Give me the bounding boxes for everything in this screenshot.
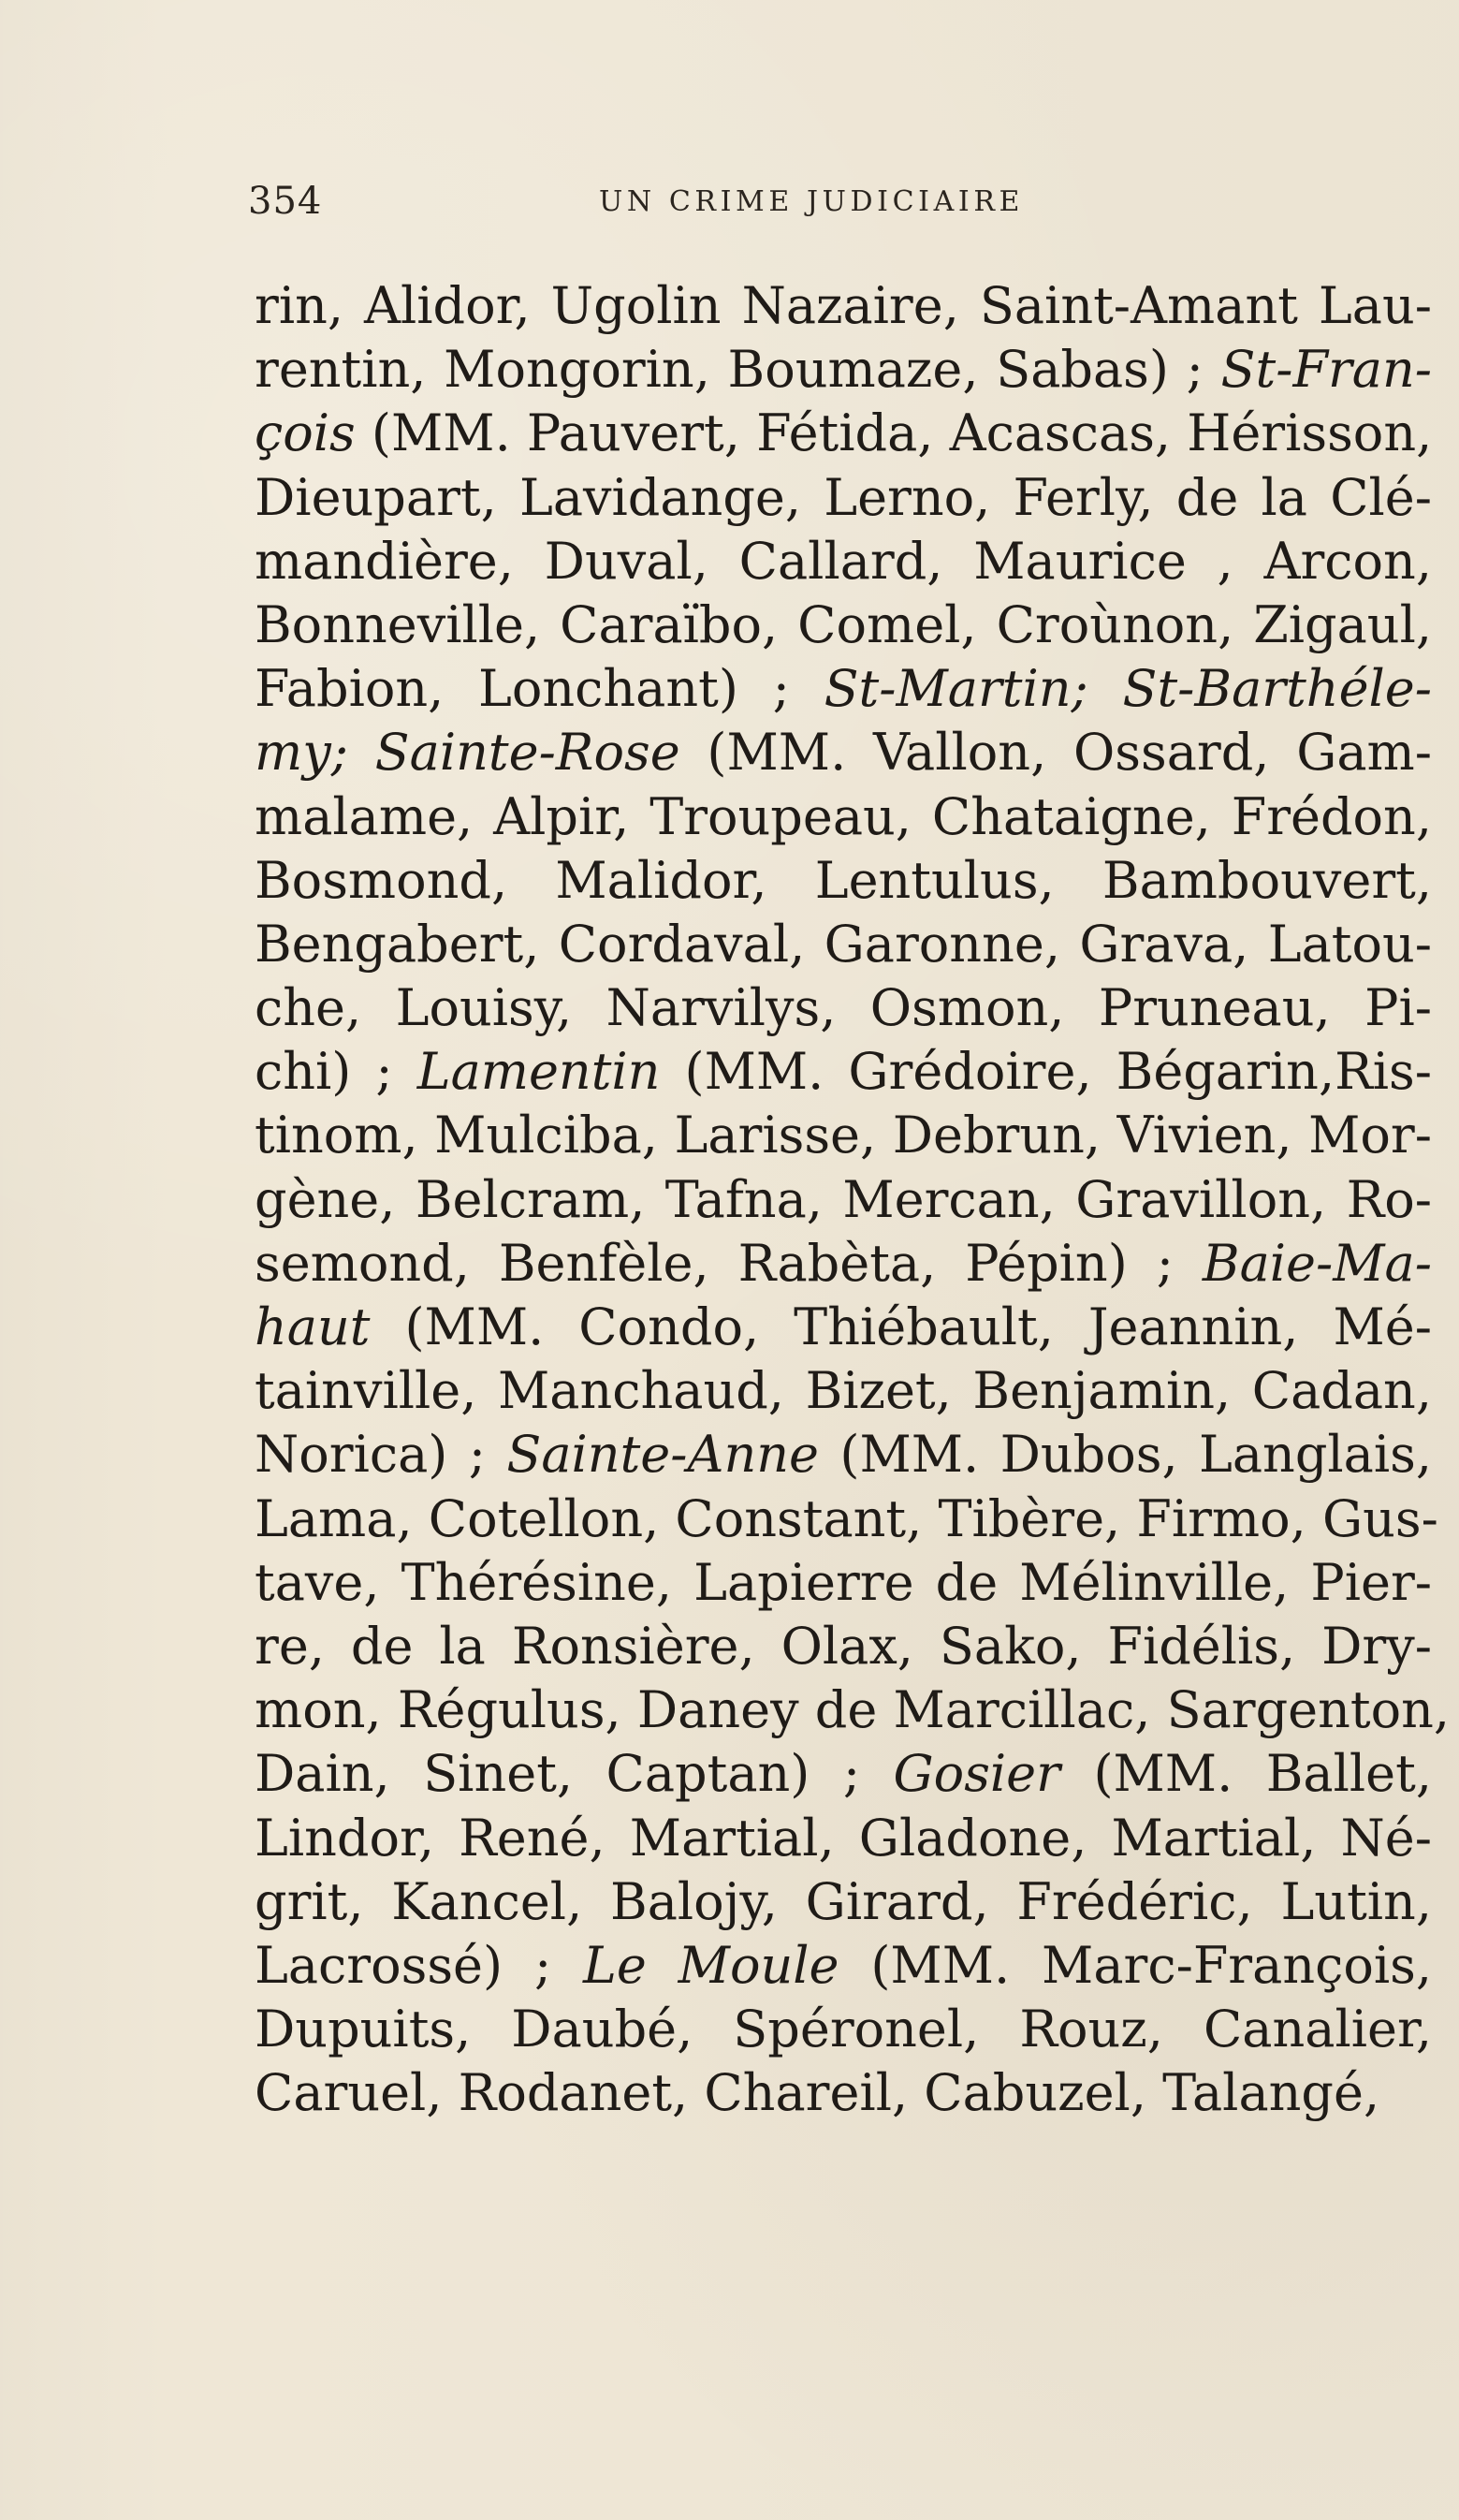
text-line: [255, 657, 1432, 721]
body-text: [255, 274, 1451, 2125]
running-header: [0, 174, 1459, 228]
place-name: haut: [255, 1297, 371, 1356]
line-text: (MM. Pauvert, Fétida, Acascas, Hérisson,: [355, 403, 1433, 463]
line-text: chi) ;: [255, 1042, 417, 1102]
line-text: Bosmond, Malidor, Lentulus, Bambouvert,: [255, 850, 1432, 910]
line-text: grit, Kancel, Balojy, Girard, Frédéric, Lutin,: [255, 1871, 1432, 1931]
line-text: Bonneville, Caraïbo, Comel, Croùnon, Zigaul,: [255, 594, 1432, 654]
line-text: Lindor, René, Martial, Gladone, Martial, Né-: [255, 1808, 1432, 1868]
place-name: St-Martin; St-Barthéle-: [824, 659, 1433, 719]
line-text: (MM. Vallon, Ossard, Gam-: [679, 723, 1432, 783]
line-text: mon, Régulus, Daney de Marcillac, Sargenton,: [255, 1680, 1451, 1740]
line-text: gène, Belcram, Tafna, Mercan, Gravillon, Ro-: [255, 1169, 1432, 1229]
text-line: [255, 1104, 1432, 1167]
text-line: [255, 849, 1432, 913]
text-line: [255, 274, 1432, 338]
line-text: mandière, Duval, Callard, Maurice , Arcon,: [255, 531, 1432, 591]
place-name: St-Fran-: [1220, 340, 1432, 400]
text-line: [255, 976, 1432, 1040]
text-line: [255, 593, 1432, 657]
line-text: Lacrossé) ;: [255, 1935, 583, 1995]
text-line: [255, 1934, 1432, 1998]
line-text: rentin, Mongorin, Boumaze, Sabas) ;: [255, 340, 1221, 400]
text-line: [255, 913, 1432, 976]
line-text: (MM. Marc-François,: [839, 1935, 1432, 1995]
text-line: [255, 466, 1432, 530]
line-text: tave, Thérésine, Lapierre de Mélinville, Pier-: [255, 1552, 1432, 1612]
text-line: [255, 1742, 1432, 1806]
line-text: re, de la Ronsière, Olax, Sako, Fidélis, Dry-: [255, 1616, 1432, 1676]
line-text: semond, Benfèle, Rabèta, Pépin) ;: [255, 1233, 1203, 1293]
line-text: Fabion, Lonchant) ;: [255, 659, 824, 719]
text-line: [255, 1807, 1432, 1870]
text-line: [255, 2061, 1432, 2125]
line-text: Bengabert, Cordaval, Garonne, Grava, Latou-: [255, 914, 1432, 974]
line-text: (MM. Grédoire, Bégarin,Ris-: [660, 1042, 1432, 1102]
text-line: [255, 1615, 1432, 1678]
place-name: çois: [255, 403, 356, 463]
running-title: UN CRIME JUDICIAIRE: [599, 185, 1025, 218]
place-name: Sainte-Anne: [506, 1425, 819, 1485]
line-text: Dieupart, Lavidange, Lerno, Ferly, de la Clé-: [255, 467, 1432, 527]
line-text: (MM. Ballet,: [1059, 1744, 1432, 1804]
text-line: [255, 1040, 1432, 1104]
line-text: che, Louisy, Narvilys, Osmon, Pruneau, Pi-: [255, 978, 1432, 1038]
text-line: [255, 721, 1432, 784]
line-text: Dain, Sinet, Captan) ;: [255, 1744, 894, 1804]
place-name: Baie-Ma-: [1202, 1233, 1432, 1293]
text-line: [255, 1678, 1451, 1742]
line-text: (MM. Condo, Thiébault, Jeannin, Mé-: [370, 1297, 1432, 1356]
text-line: [255, 338, 1432, 402]
place-name: Lamentin: [416, 1042, 661, 1102]
line-text: (MM. Dubos, Langlais,: [818, 1425, 1433, 1485]
place-name: Le Moule: [583, 1935, 839, 1995]
place-name: my; Sainte-Rose: [255, 723, 680, 783]
line-text: rin, Alidor, Ugolin Nazaire, Saint-Amant Lau-: [255, 276, 1432, 335]
text-line: [255, 1487, 1438, 1551]
line-text: tinom, Mulciba, Larisse, Debrun, Vivien, Mor-: [255, 1106, 1432, 1165]
text-line: [255, 785, 1432, 849]
text-line: [255, 1296, 1432, 1359]
line-text: Norica) ;: [255, 1425, 507, 1485]
page-number: 354: [248, 180, 323, 223]
line-text: tainville, Manchaud, Bizet, Benjamin, Cadan,: [255, 1361, 1432, 1421]
text-line: [255, 1168, 1432, 1232]
text-line: [255, 1998, 1432, 2061]
text-line: [255, 1870, 1432, 1934]
line-text: malame, Alpir, Troupeau, Chataigne, Frédon,: [255, 786, 1432, 846]
text-line: [255, 1359, 1432, 1423]
text-line: [255, 402, 1432, 465]
line-text: Lama, Cotellon, Constant, Tibère, Firmo, Gus-: [255, 1488, 1438, 1548]
text-line: [255, 530, 1432, 593]
text-line: [255, 1232, 1432, 1296]
text-line: [255, 1423, 1432, 1487]
place-name: Gosier: [893, 1744, 1060, 1804]
line-text: Caruel, Rodanet, Chareil, Cabuzel, Talangé,: [255, 2063, 1380, 2123]
line-text: Dupuits, Daubé, Spéronel, Rouz, Canalier,: [255, 2000, 1432, 2059]
text-line: [255, 1551, 1432, 1615]
